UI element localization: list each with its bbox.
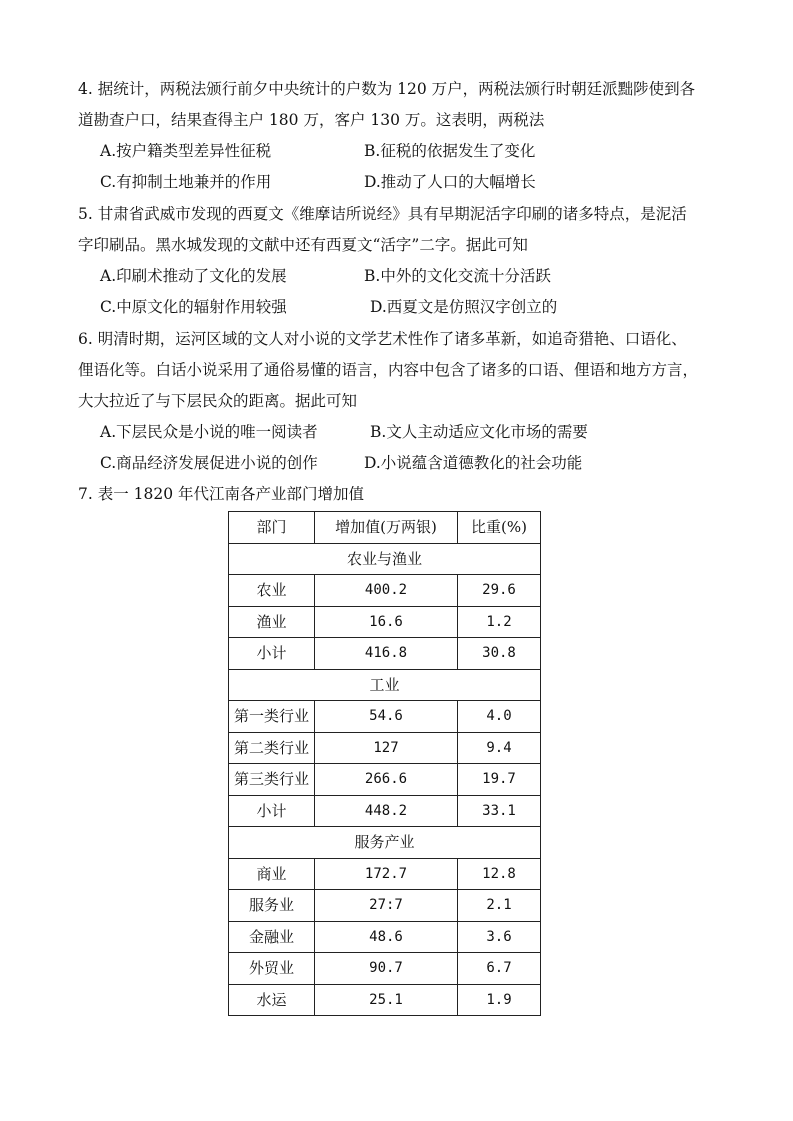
value-cell: 90.7: [315, 953, 458, 985]
q6-option-b[interactable]: B.文人主动适应文化市场的需要: [370, 423, 588, 441]
q4-stem-line2: 道勘查户口，结果查得主户 180 万，客户 130 万。这表明，两税法: [78, 111, 545, 129]
value-cell: 400.2: [315, 575, 458, 607]
q5-option-c[interactable]: C.中原文化的辐射作用较强: [100, 298, 287, 316]
section-service: 服务产业: [229, 827, 541, 859]
value-cell: 416.8: [315, 638, 458, 670]
table-row: [229, 764, 541, 796]
table-row: [229, 795, 541, 827]
sector-cell: 商业: [229, 858, 315, 890]
q5-option-d[interactable]: D.西夏文是仿照汉字创立的: [370, 298, 558, 316]
q7-title: 7. 表一 1820 年代江南各产业部门增加值: [78, 485, 365, 503]
q4-option-c[interactable]: C.有抑制土地兼并的作用: [100, 173, 272, 191]
q5-stem-line2: 字印刷品。黑水城发现的文献中还有西夏文“活字”二字。据此可知: [78, 236, 528, 254]
value-cell: 127: [315, 732, 458, 764]
q6-option-a[interactable]: A.下层民众是小说的唯一阅读者: [100, 423, 318, 441]
value-cell: 48.6: [315, 921, 458, 953]
section-industry: 工业: [229, 669, 541, 701]
share-cell: 1.2: [458, 606, 541, 638]
table-header-row: [229, 512, 541, 544]
section-row: [229, 669, 541, 701]
sector-cell: 外贸业: [229, 953, 315, 985]
sector-cell: 渔业: [229, 606, 315, 638]
q5-option-b[interactable]: B.中外的文化交流十分活跃: [364, 267, 551, 285]
q5-option-a[interactable]: A.印刷术推动了文化的发展: [100, 267, 287, 285]
table-row: [229, 921, 541, 953]
q6-option-c[interactable]: C.商品经济发展促进小说的创作: [100, 454, 318, 472]
header-cell: 增加值(万两银): [315, 512, 458, 544]
sector-cell: 第三类行业: [229, 764, 315, 796]
sector-cell: 农业: [229, 575, 315, 607]
share-cell: 1.9: [458, 984, 541, 1016]
q5-stem-line1: 5. 甘肃省武威市发现的西夏文《维摩诘所说经》具有早期泥活字印刷的诸多特点，是泥活: [78, 205, 687, 223]
table-row: [229, 638, 541, 670]
share-cell: 9.4: [458, 732, 541, 764]
value-cell: 54.6: [315, 701, 458, 733]
q6-stem-line1: 6. 明清时期，运河区域的文人对小说的文学艺术性作了诸多革新，如追奇猎艳、口语化、: [78, 330, 687, 348]
share-cell: 30.8: [458, 638, 541, 670]
share-cell: 29.6: [458, 575, 541, 607]
industry-value-table: [228, 511, 541, 1016]
value-cell: 25.1: [315, 984, 458, 1016]
share-cell: 33.1: [458, 795, 541, 827]
value-cell: 27:7: [315, 890, 458, 922]
share-cell: 6.7: [458, 953, 541, 985]
sector-cell: 服务业: [229, 890, 315, 922]
table-row: [229, 858, 541, 890]
q6-option-d[interactable]: D.小说蕴含道德教化的社会功能: [364, 454, 583, 472]
q4-option-a[interactable]: A.按户籍类型差异性征税: [100, 142, 272, 160]
sector-cell: 小计: [229, 638, 315, 670]
q4-option-d[interactable]: D.推动了人口的大幅增长: [364, 173, 536, 191]
section-row: [229, 827, 541, 859]
sector-cell: 水运: [229, 984, 315, 1016]
section-agri: 农业与渔业: [229, 543, 541, 575]
table-row: [229, 575, 541, 607]
table-row: [229, 890, 541, 922]
q4-option-b[interactable]: B.征税的依据发生了变化: [364, 142, 536, 160]
header-cell: 比重(%): [458, 512, 541, 544]
q4-stem-line1: 4. 据统计，两税法颁行前夕中央统计的户数为 120 万户，两税法颁行时朝廷派黜陟使到各: [78, 80, 696, 98]
sector-cell: 金融业: [229, 921, 315, 953]
section-row: [229, 543, 541, 575]
share-cell: 4.0: [458, 701, 541, 733]
share-cell: 2.1: [458, 890, 541, 922]
table-row: [229, 606, 541, 638]
value-cell: 266.6: [315, 764, 458, 796]
table-row: [229, 953, 541, 985]
table-row: [229, 984, 541, 1016]
value-cell: 172.7: [315, 858, 458, 890]
q6-stem-line2: 俚语化等。白话小说采用了通俗易懂的语言，内容中包含了诸多的口语、俚语和地方方言，: [78, 361, 699, 379]
table-row: [229, 701, 541, 733]
table-row: [229, 732, 541, 764]
sector-cell: 第一类行业: [229, 701, 315, 733]
sector-cell: 小计: [229, 795, 315, 827]
share-cell: 19.7: [458, 764, 541, 796]
value-cell: 448.2: [315, 795, 458, 827]
share-cell: 3.6: [458, 921, 541, 953]
sector-cell: 第二类行业: [229, 732, 315, 764]
header-cell: 部门: [229, 512, 315, 544]
q6-stem-line3: 大大拉近了与下层民众的距离。据此可知: [78, 392, 358, 410]
value-cell: 16.6: [315, 606, 458, 638]
share-cell: 12.8: [458, 858, 541, 890]
